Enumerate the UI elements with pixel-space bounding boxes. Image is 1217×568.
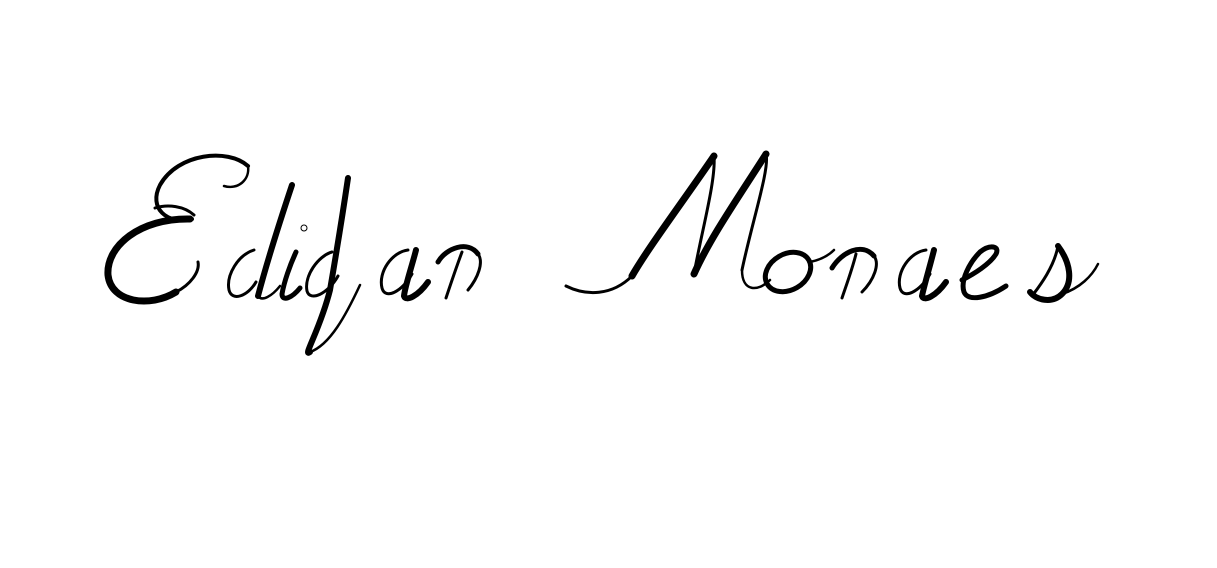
signature-letter-e-capital [108, 156, 248, 301]
signature-letter-o [758, 244, 834, 299]
signature-letter-s [1030, 246, 1098, 300]
signature-letter-i [282, 225, 307, 298]
signature-letter-a [381, 250, 428, 298]
signature-letter-e [962, 247, 1006, 298]
signature-letter-g [307, 178, 360, 353]
signature-letter-a-2 [899, 250, 946, 298]
signature-letter-m-capital [566, 154, 770, 293]
signature-letter-r-2 [832, 249, 876, 298]
signature-letter-r [438, 247, 480, 298]
